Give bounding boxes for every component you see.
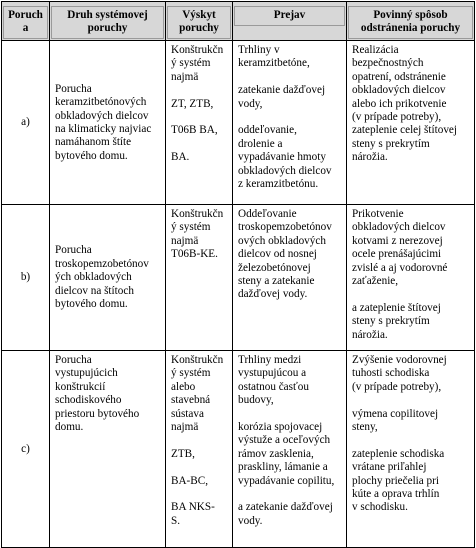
row-id-cell <box>2 41 50 205</box>
row-remedy: Zvýšenie vodorovnej tuhosti schodiska (v prípade potreby), výmena copilitovej steny, zateplenie schodiska vrátane priľahlej plochy priečelia pri kúte a oprava trhlín v schodisku. <box>352 354 447 514</box>
row-type-cell <box>50 351 166 548</box>
header-id <box>2 2 50 41</box>
row-id: c) <box>21 442 30 455</box>
row-symptom-cell <box>233 41 347 205</box>
row-symptom: Trhliny v keramzitbetóne, zatekanie dažďovej vody, oddeľovanie, drolenie a vypadávanie hmoty obkladových dielcov z keramzitbetónu. <box>238 44 332 191</box>
row-remedy-cell <box>347 351 475 548</box>
row-occurrence: Konštrukčn ý systém najmä ZT, ZTB, T06B BA, BA. <box>171 44 224 164</box>
row-occurrence: Konštrukčn ý systém alebo stavebná sústava najmä ZTB, BA-BC, BA NKS- S. <box>171 354 224 527</box>
row-id: a) <box>21 116 30 129</box>
table-row <box>2 41 475 205</box>
row-symptom-cell <box>233 205 347 351</box>
table-header-row <box>2 2 475 41</box>
header-remedy-label: Povinný spôsob odstránenia poruchy <box>360 9 461 34</box>
table-row <box>2 205 475 351</box>
header-remedy-frame <box>348 6 473 39</box>
header-type-frame <box>51 6 164 39</box>
header-symptom-label: Prejav <box>273 9 306 21</box>
header-id-frame <box>3 6 48 39</box>
row-type-cell <box>50 41 166 205</box>
row-type: Porucha troskopemzobetónov ých obkladových dielcov na štítoch bytového domu. <box>55 244 149 311</box>
header-occurrence <box>166 2 233 41</box>
row-type-cell <box>50 205 166 351</box>
table-row <box>2 351 475 548</box>
row-id: b) <box>20 271 31 284</box>
row-occurrence-cell <box>166 41 233 205</box>
header-remedy <box>347 2 475 41</box>
row-occurrence: Konštrukčn ý systém najmä T06B-KE. <box>171 208 224 261</box>
header-symptom <box>233 2 347 41</box>
header-type-label: Druh systémovej poruchy <box>67 9 148 34</box>
header-occurrence-frame <box>167 6 231 39</box>
row-id-cell <box>2 351 50 548</box>
row-type: Porucha vystupujúcich konštrukcií schodiskového priestoru bytového domu. <box>55 354 140 434</box>
row-remedy-cell <box>347 41 475 205</box>
row-occurrence-cell <box>166 205 233 351</box>
header-symptom-frame <box>234 6 345 26</box>
row-occurrence-cell <box>166 351 233 548</box>
row-symptom-cell <box>233 351 347 548</box>
header-occurrence-label: Výskyt poruchy <box>179 9 219 34</box>
row-symptom: Trhliny medzi vystupujúcou a ostatnou časťou budovy, korózia spojovacej výstuže a oceľových rámov zasklenia, praskliny, lámanie a vypadávanie copilitu, a zatekanie dažďovej vody. <box>238 354 335 527</box>
header-id-label: Poruch a <box>8 9 43 34</box>
row-remedy: Prikotvenie obkladových dielcov kotvami z nerezovej ocele prenášajúcimi zvislé a aj vodorovné zaťaženie, a zateplenie štítovej steny s prekrytím nárožia. <box>352 208 448 341</box>
header-type <box>50 2 166 41</box>
defects-table <box>1 1 475 548</box>
row-type: Porucha keramzitbetónových obkladových dielcov na klimaticky najviac namáhanom štíte bytového domu. <box>55 82 152 162</box>
row-id-cell <box>2 205 50 351</box>
row-symptom: Oddeľovanie troskopemzobetónov ových obkladových dielcov od nosnej železobetónovej steny a zatekanie dažďovej vody. <box>238 208 332 301</box>
row-remedy: Realizácia bezpečnostných opatrení, odstránenie obkladových dielcov alebo ich prikotvenie (v prípade potreby), zateplenie celej štítovej steny s prekrytím nárožia. <box>352 44 457 164</box>
row-remedy-cell <box>347 205 475 351</box>
